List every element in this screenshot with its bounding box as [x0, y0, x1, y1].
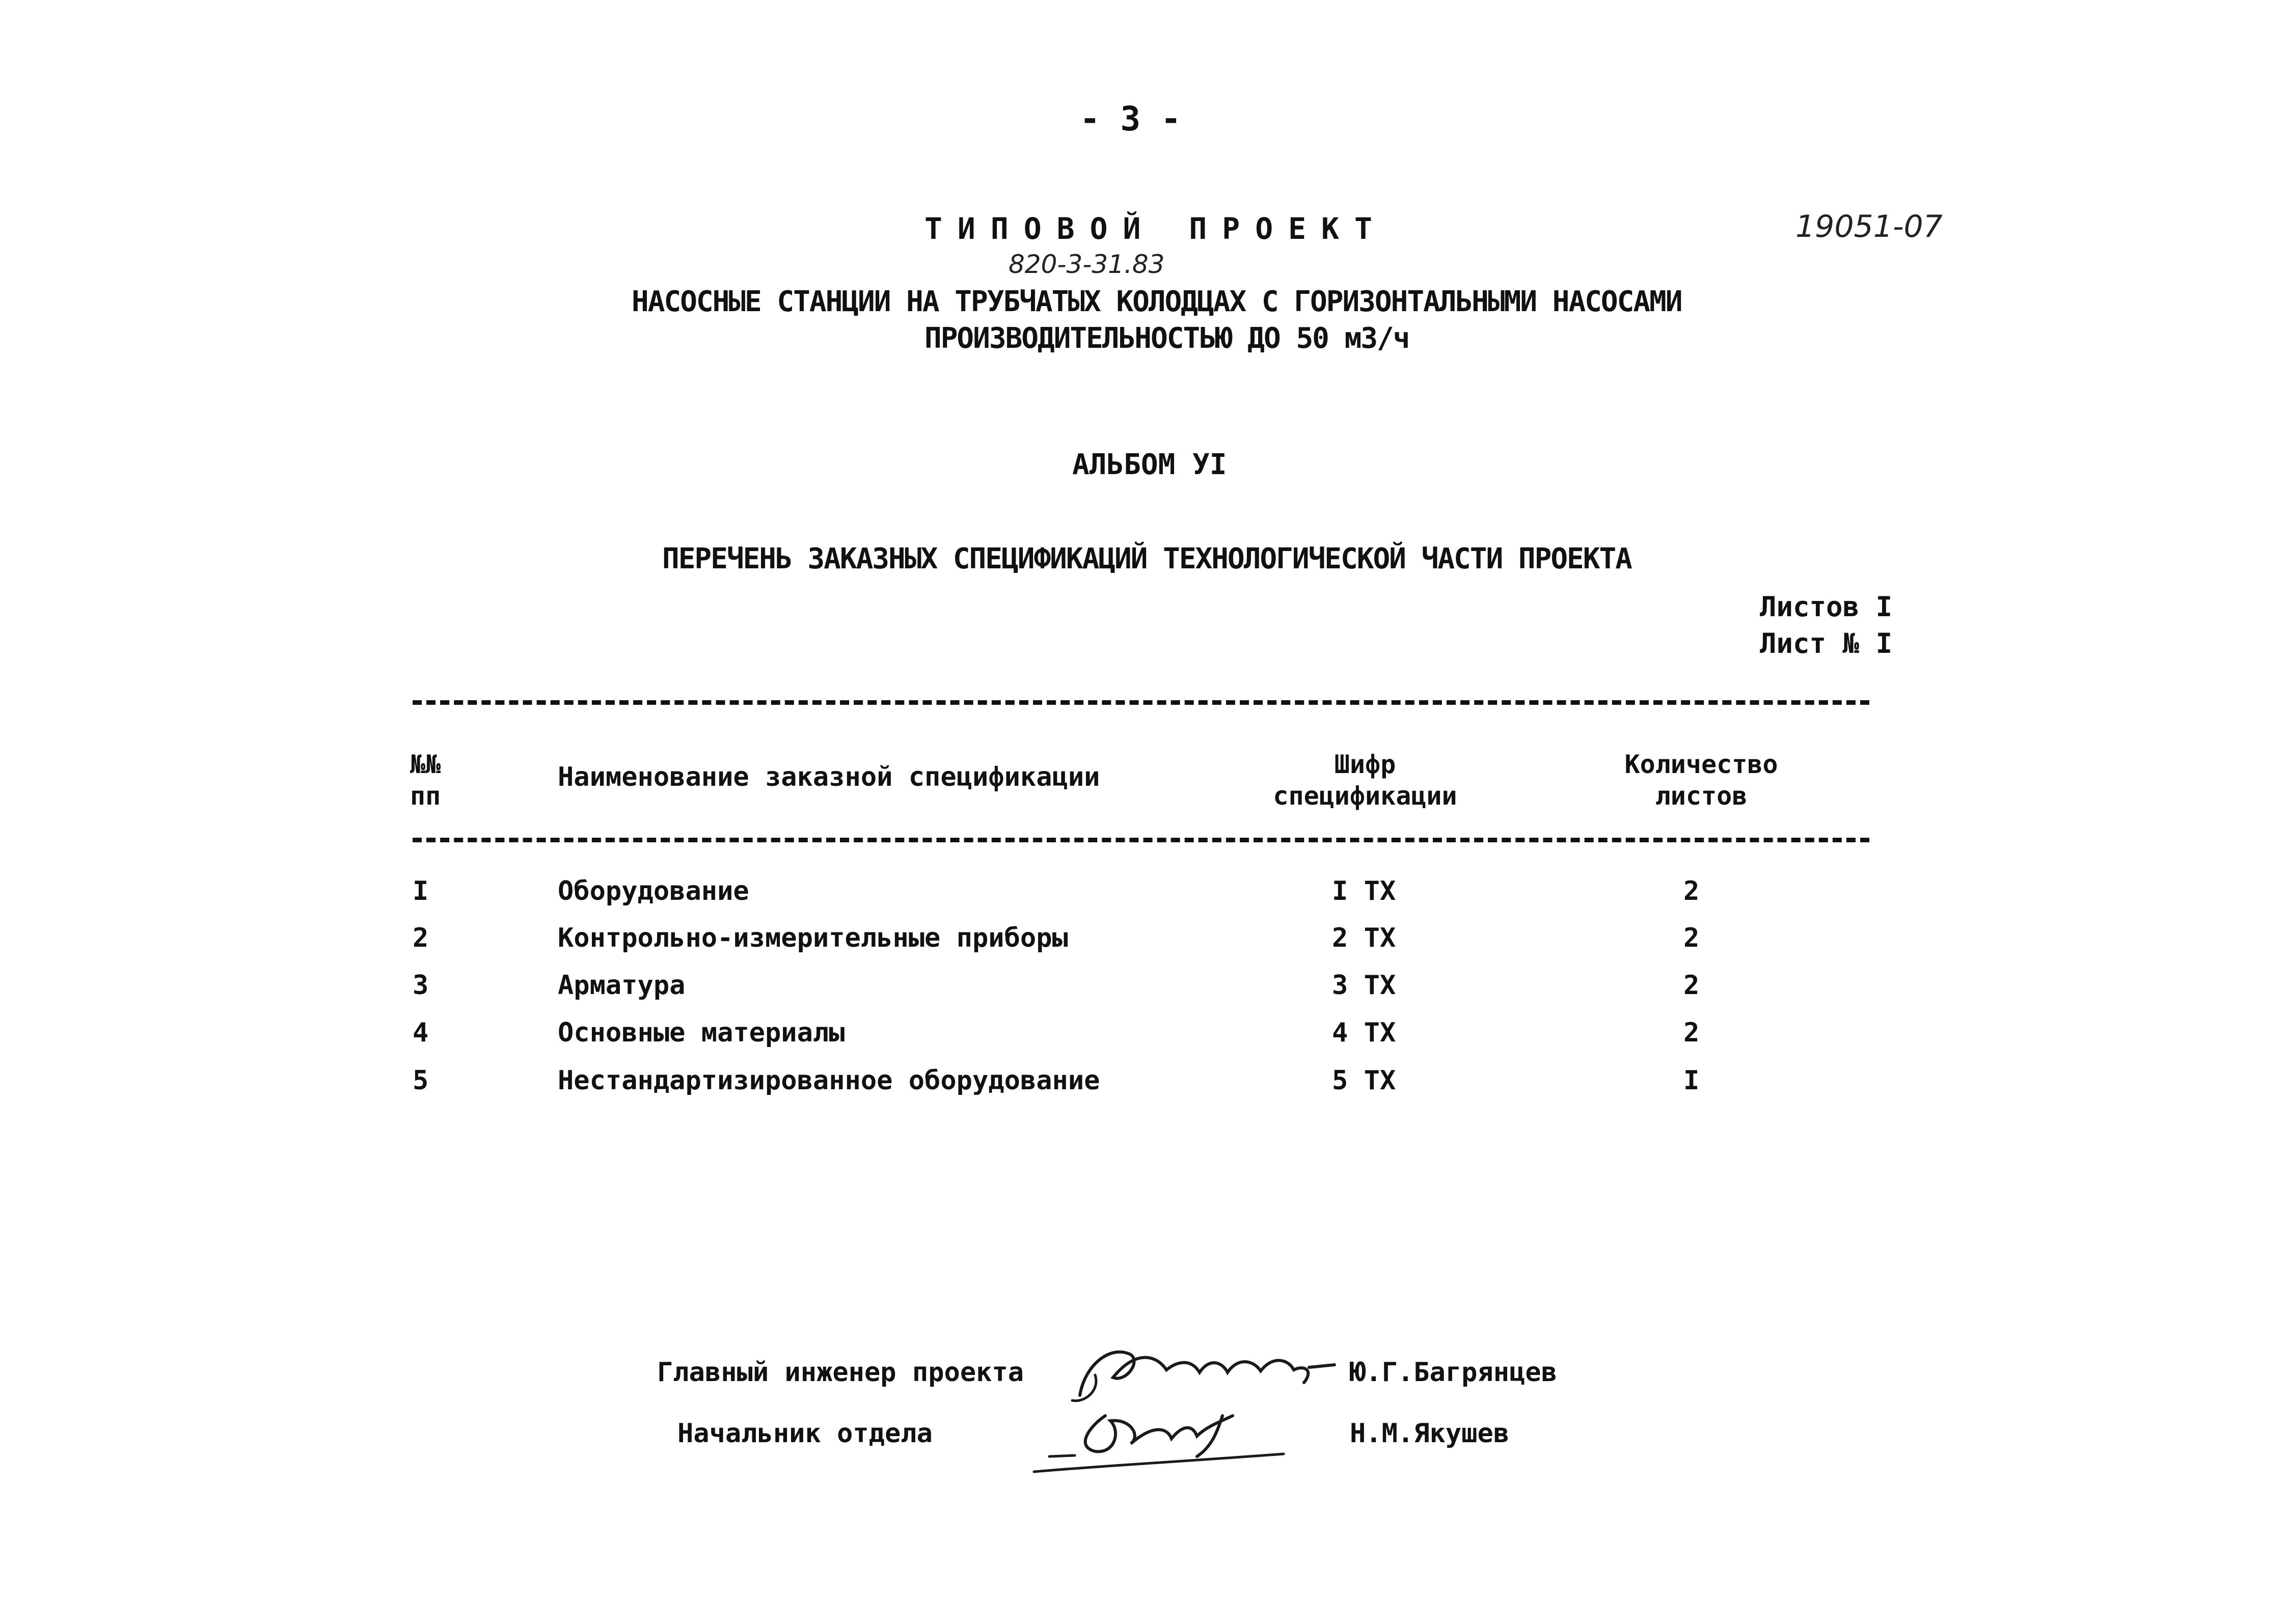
column-header-count-line-2: листов: [1655, 781, 1748, 811]
table-row: [0, 876, 2286, 917]
sheet-number: Лист № I: [1760, 627, 1893, 659]
column-header-code: [1258, 749, 1472, 812]
column-header-name: Наименование заказной спецификации: [558, 762, 1100, 792]
column-header-code-line-1: Шифр: [1334, 750, 1396, 779]
chief-engineer-signature: [1065, 1334, 1340, 1406]
department-head-signature: [1029, 1395, 1294, 1477]
row-number: 2: [413, 923, 429, 953]
row-name: Основные материалы: [558, 1017, 845, 1048]
row-name: Арматура: [558, 970, 686, 1001]
table-header-rule: [413, 838, 1869, 842]
row-number: 4: [413, 1017, 429, 1048]
table-row: [0, 923, 2286, 964]
row-number: 5: [413, 1065, 429, 1096]
album-label: АЛЬБОМ УI: [1072, 448, 1227, 481]
album-number: 19051-07: [1795, 209, 1943, 244]
project-subtitle-line-2: ПРОИЗВОДИТЕЛЬНОСТЬЮ ДО 50 м3/ч: [924, 322, 1409, 355]
signature-name-department-head: Н.М.Якушев: [1350, 1418, 1510, 1449]
column-header-number-line-2: пп: [410, 781, 441, 811]
signature-name-chief-engineer: Ю.Г.Багрянцев: [1350, 1357, 1557, 1388]
row-code: I ТХ: [1332, 876, 1396, 906]
row-code: 3 ТХ: [1332, 970, 1396, 1001]
project-subtitle-line-1: НАСОСНЫЕ СТАНЦИИ НА ТРУБЧАТЫХ КОЛОДЦАХ С ГОРИЗОНТАЛЬНЫМИ НАСОСАМИ: [632, 285, 1682, 318]
row-count: I: [1683, 1065, 1700, 1096]
project-title: ТИПОВОЙ ПРОЕКТ: [924, 211, 1387, 246]
sheets-total: Листов I: [1760, 591, 1893, 623]
signature-role-chief-engineer: Главный инженер проекта: [657, 1357, 1024, 1388]
row-code: 2 ТХ: [1332, 923, 1396, 953]
row-name: Контрольно-измерительные приборы: [558, 923, 1068, 953]
table-top-rule: [413, 700, 1869, 705]
column-header-count-line-1: Количество: [1624, 750, 1778, 779]
column-header-code-line-2: спецификации: [1273, 781, 1457, 811]
table-row: [0, 970, 2286, 1011]
row-count: 2: [1683, 1017, 1700, 1048]
column-header-number: [410, 749, 446, 812]
row-count: 2: [1683, 970, 1700, 1001]
row-name: Оборудование: [558, 876, 749, 906]
signature-role-department-head: Начальник отдела: [677, 1418, 933, 1449]
row-name: Нестандартизированное оборудование: [558, 1065, 1100, 1096]
column-header-count: [1610, 749, 1793, 812]
table-row: [0, 1017, 2286, 1058]
row-count: 2: [1683, 923, 1700, 953]
table-row: [0, 1065, 2286, 1106]
row-count: 2: [1683, 876, 1700, 906]
list-heading: ПЕРЕЧЕНЬ ЗАКАЗНЫХ СПЕЦИФИКАЦИЙ ТЕХНОЛОГИЧЕСКОЙ ЧАСТИ ПРОЕКТА: [662, 542, 1631, 575]
row-number: 3: [413, 970, 429, 1001]
row-code: 5 ТХ: [1332, 1065, 1396, 1096]
row-number: I: [413, 876, 429, 906]
project-code: 820-3-31.83: [1009, 250, 1165, 279]
page-number: - 3 -: [1080, 99, 1181, 139]
row-code: 4 ТХ: [1332, 1017, 1396, 1048]
column-header-number-line-1: №№: [410, 750, 441, 779]
